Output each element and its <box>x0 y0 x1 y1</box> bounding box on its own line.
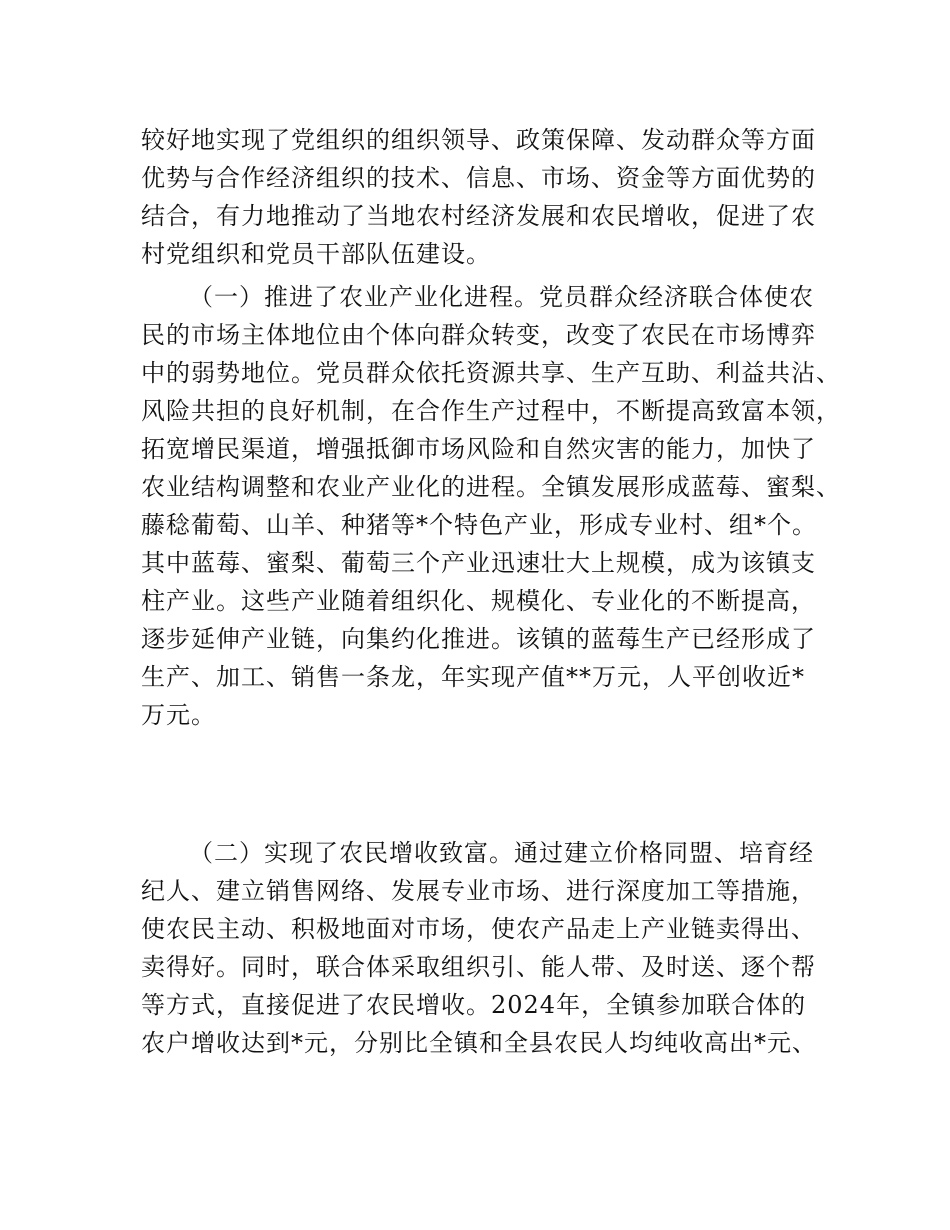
text-line: 农业结构调整和农业产业化的进程。全镇发展形成蓝莓、蜜梨、 <box>141 473 841 501</box>
text-line: 卖得好。同时，联合体采取组织引、能人带、及时送、逐个帮 <box>141 953 816 981</box>
text-line: 使农民主动、积极地面对市场，使农产品走上产业链卖得出、 <box>141 915 816 943</box>
text-line: 风险共担的良好机制，在合作生产过程中，不断提高致富本领， <box>141 397 841 425</box>
text-line: 等方式，直接促进了农民增收。2024年，全镇参加联合体的 <box>141 991 807 1019</box>
text-line: 万元。 <box>141 701 216 729</box>
text-line: 较好地实现了党组织的组织领导、政策保障、发动群众等方面 <box>141 126 816 154</box>
text-line: 藤稔葡萄、山羊、种猪等*个特色产业，形成专业村、组*个。 <box>141 511 817 539</box>
text-line: 民的市场主体地位由个体向群众转变，改变了农民在市场博弈 <box>141 321 816 349</box>
text-line: 村党组织和党员干部队伍建设。 <box>141 240 491 268</box>
section-heading-line: （二）实现了农民增收致富。通过建立价格同盟、培育经 <box>189 839 814 867</box>
text-line: 中的弱势地位。党员群众依托资源共享、生产互助、利益共沾、 <box>141 359 841 387</box>
text-line: 逐步延伸产业链，向集约化推进。该镇的蓝莓生产已经形成了 <box>141 625 816 653</box>
text-line: 农户增收达到*元，分别比全镇和全县农民人均纯收高出*元、 <box>141 1029 817 1057</box>
section-heading-line: （一）推进了农业产业化进程。党员群众经济联合体使农 <box>189 283 814 311</box>
paragraph-intro <box>141 121 831 273</box>
paragraph-section-1 <box>141 278 841 734</box>
text-line: 拓宽增民渠道，增强抵御市场风险和自然灾害的能力，加快了 <box>141 435 816 463</box>
text-line: 其中蓝莓、蜜梨、葡萄三个产业迅速壮大上规模，成为该镇支 <box>141 549 816 577</box>
paragraph-section-2 <box>141 834 831 1062</box>
text-line: 优势与合作经济组织的技术、信息、市场、资金等方面优势的 <box>141 164 816 192</box>
text-line: 纪人、建立销售网络、发展专业市场、进行深度加工等措施， <box>141 877 816 905</box>
text-line: 结合，有力地推动了当地农村经济发展和农民增收，促进了农 <box>141 202 816 230</box>
text-line: 柱产业。这些产业随着组织化、规模化、专业化的不断提高， <box>141 587 816 615</box>
text-line: 生产、加工、销售一条龙，年实现产值**万元，人平创收近* <box>141 663 805 691</box>
